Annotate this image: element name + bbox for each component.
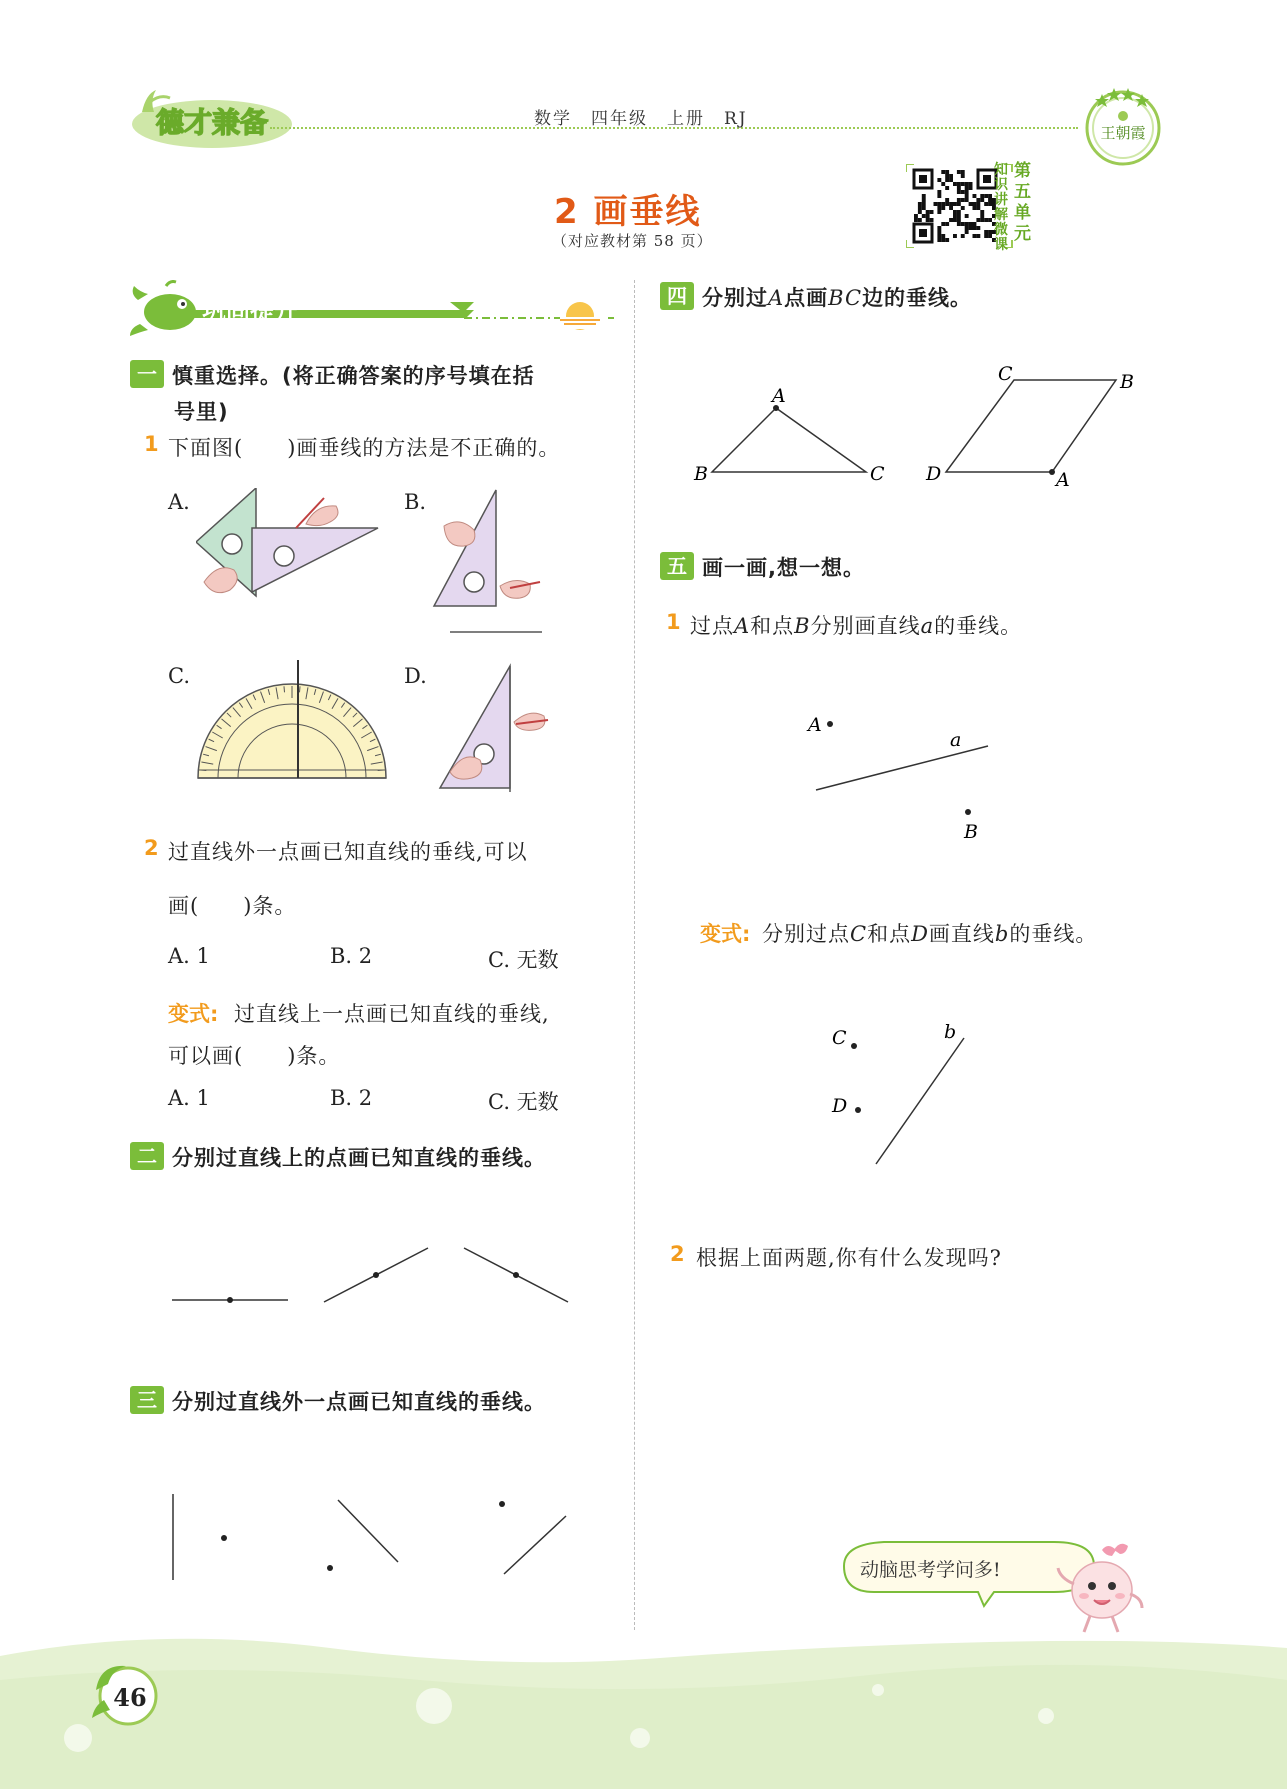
point-b-label: B bbox=[964, 821, 978, 843]
s1-variant-text-line1: 过直线上一点画已知直线的垂线, bbox=[234, 1002, 550, 1026]
section5-title: 画一画,想一想。 bbox=[702, 556, 865, 580]
qr-caption-char: 识 bbox=[994, 177, 1008, 193]
parallelogram-label-d: D bbox=[926, 463, 942, 485]
qr-caption-char: 知 bbox=[994, 162, 1008, 178]
s5-q1-text: 过点A和点B分别画直线a的垂线。 bbox=[690, 614, 1023, 638]
lesson-title: 2 画垂线 bbox=[554, 192, 702, 232]
qr-caption-char: 第 bbox=[1014, 161, 1031, 181]
figure-option-c bbox=[194, 660, 390, 784]
qr-caption-char: 解 bbox=[994, 207, 1008, 223]
qr-caption-char: 微 bbox=[994, 222, 1008, 238]
s1-variant-choice-c[interactable]: C. 无数 bbox=[488, 1090, 559, 1114]
column-divider bbox=[634, 280, 635, 1630]
qr-caption-char: 元 bbox=[1014, 224, 1031, 244]
s1-variant-label: 变式: bbox=[168, 1002, 219, 1026]
s1-variant-choice-b[interactable]: B. 2 bbox=[330, 1086, 373, 1110]
s1-q1-option-d-label: D. bbox=[404, 664, 427, 688]
logo-text: 德才兼备 bbox=[155, 106, 269, 139]
line-b-label: b bbox=[944, 1021, 957, 1043]
s5-q2-number: 2 bbox=[670, 1242, 685, 1266]
parallelogram-label-b: B bbox=[1120, 371, 1134, 393]
s1-q2-choice-b[interactable]: B. 2 bbox=[330, 944, 373, 968]
s1-q1-option-a-label: A. bbox=[168, 490, 190, 514]
section4-title: 分别过A点画BC边的垂线。 bbox=[702, 286, 973, 310]
s5-variant-text: 分别过点C和点D画直线b的垂线。 bbox=[762, 922, 1098, 946]
section1-title-line2: 号里) bbox=[174, 400, 229, 424]
section3-title: 分别过直线外一点画已知直线的垂线。 bbox=[172, 1390, 546, 1414]
section1-badge: 一 bbox=[130, 360, 164, 388]
brand-logo bbox=[128, 82, 296, 152]
triangle-abc bbox=[690, 380, 900, 492]
header-subject-line: 数学 四年级 上册 RJ bbox=[534, 109, 748, 129]
parallelogram-label-c: C bbox=[998, 363, 1013, 385]
qr-caption-char: 课 bbox=[994, 237, 1008, 252]
line-a-figure bbox=[800, 706, 1000, 846]
figure-option-b bbox=[430, 486, 546, 636]
s1-variant-text-line2: 可以画( )条。 bbox=[168, 1044, 341, 1068]
figure-option-a bbox=[196, 488, 380, 600]
section1-title-line1: 慎重选择。(将正确答案的序号填在括 bbox=[172, 364, 535, 388]
point-d-label: D bbox=[832, 1095, 848, 1117]
s1-q2-number: 2 bbox=[144, 836, 159, 860]
bubble-text: 动脑思考学问多! bbox=[860, 1559, 1001, 1581]
emblem-text: 王朝霞 bbox=[1100, 124, 1146, 142]
point-c-label: C bbox=[832, 1027, 847, 1049]
s1-q1-option-b-label: B. bbox=[404, 490, 427, 514]
s1-variant-choice-a[interactable]: A. 1 bbox=[168, 1086, 210, 1110]
s1-q2-text-line1: 过直线外一点画已知直线的垂线,可以 bbox=[168, 840, 528, 864]
practice-banner-label: 巩固提升 bbox=[202, 297, 298, 325]
qr-caption bbox=[992, 160, 1040, 252]
triangle-label-a: A bbox=[772, 385, 786, 407]
s5-variant-label: 变式: bbox=[700, 922, 751, 946]
s1-q1-text: 下面图( )画垂线的方法是不正确的。 bbox=[168, 436, 561, 460]
parallelogram-abcd bbox=[918, 360, 1146, 496]
qr-caption-char: 单 bbox=[1014, 203, 1031, 223]
parallelogram-label-a: A bbox=[1056, 469, 1070, 491]
s1-q2-text-line2: 画( )条。 bbox=[168, 894, 297, 918]
s5-q1-number: 1 bbox=[666, 610, 681, 634]
section5-badge: 五 bbox=[660, 552, 694, 580]
page-number-badge bbox=[90, 1660, 160, 1730]
figure-option-d bbox=[436, 662, 552, 796]
section2-figures bbox=[160, 1236, 580, 1306]
lesson-subtitle: （对应教材第 58 页） bbox=[552, 232, 713, 250]
section2-title: 分别过直线上的点画已知直线的垂线。 bbox=[172, 1146, 546, 1170]
qr-caption-char: 讲 bbox=[994, 192, 1008, 208]
section2-badge: 二 bbox=[130, 1142, 164, 1170]
section3-badge: 三 bbox=[130, 1386, 164, 1414]
section3-figures bbox=[160, 1486, 580, 1586]
brand-emblem bbox=[1072, 78, 1174, 168]
line-a-label: a bbox=[950, 729, 962, 751]
practice-banner bbox=[130, 280, 620, 340]
section4-badge: 四 bbox=[660, 282, 694, 310]
footer-decoration bbox=[0, 1620, 1287, 1789]
point-a-label: A bbox=[808, 714, 822, 736]
qr-caption-char: 五 bbox=[1014, 182, 1031, 202]
s5-q2-text: 根据上面两题,你有什么发现吗? bbox=[696, 1246, 1002, 1270]
s1-q2-choice-c[interactable]: C. 无数 bbox=[488, 948, 559, 972]
page-number: 46 bbox=[113, 1683, 147, 1712]
line-b-figure bbox=[820, 1014, 980, 1170]
triangle-label-c: C bbox=[870, 463, 885, 485]
triangle-label-b: B bbox=[694, 463, 708, 485]
s1-q2-choice-a[interactable]: A. 1 bbox=[168, 944, 210, 968]
s1-q1-option-c-label: C. bbox=[168, 664, 190, 688]
s1-q1-number: 1 bbox=[144, 432, 159, 456]
